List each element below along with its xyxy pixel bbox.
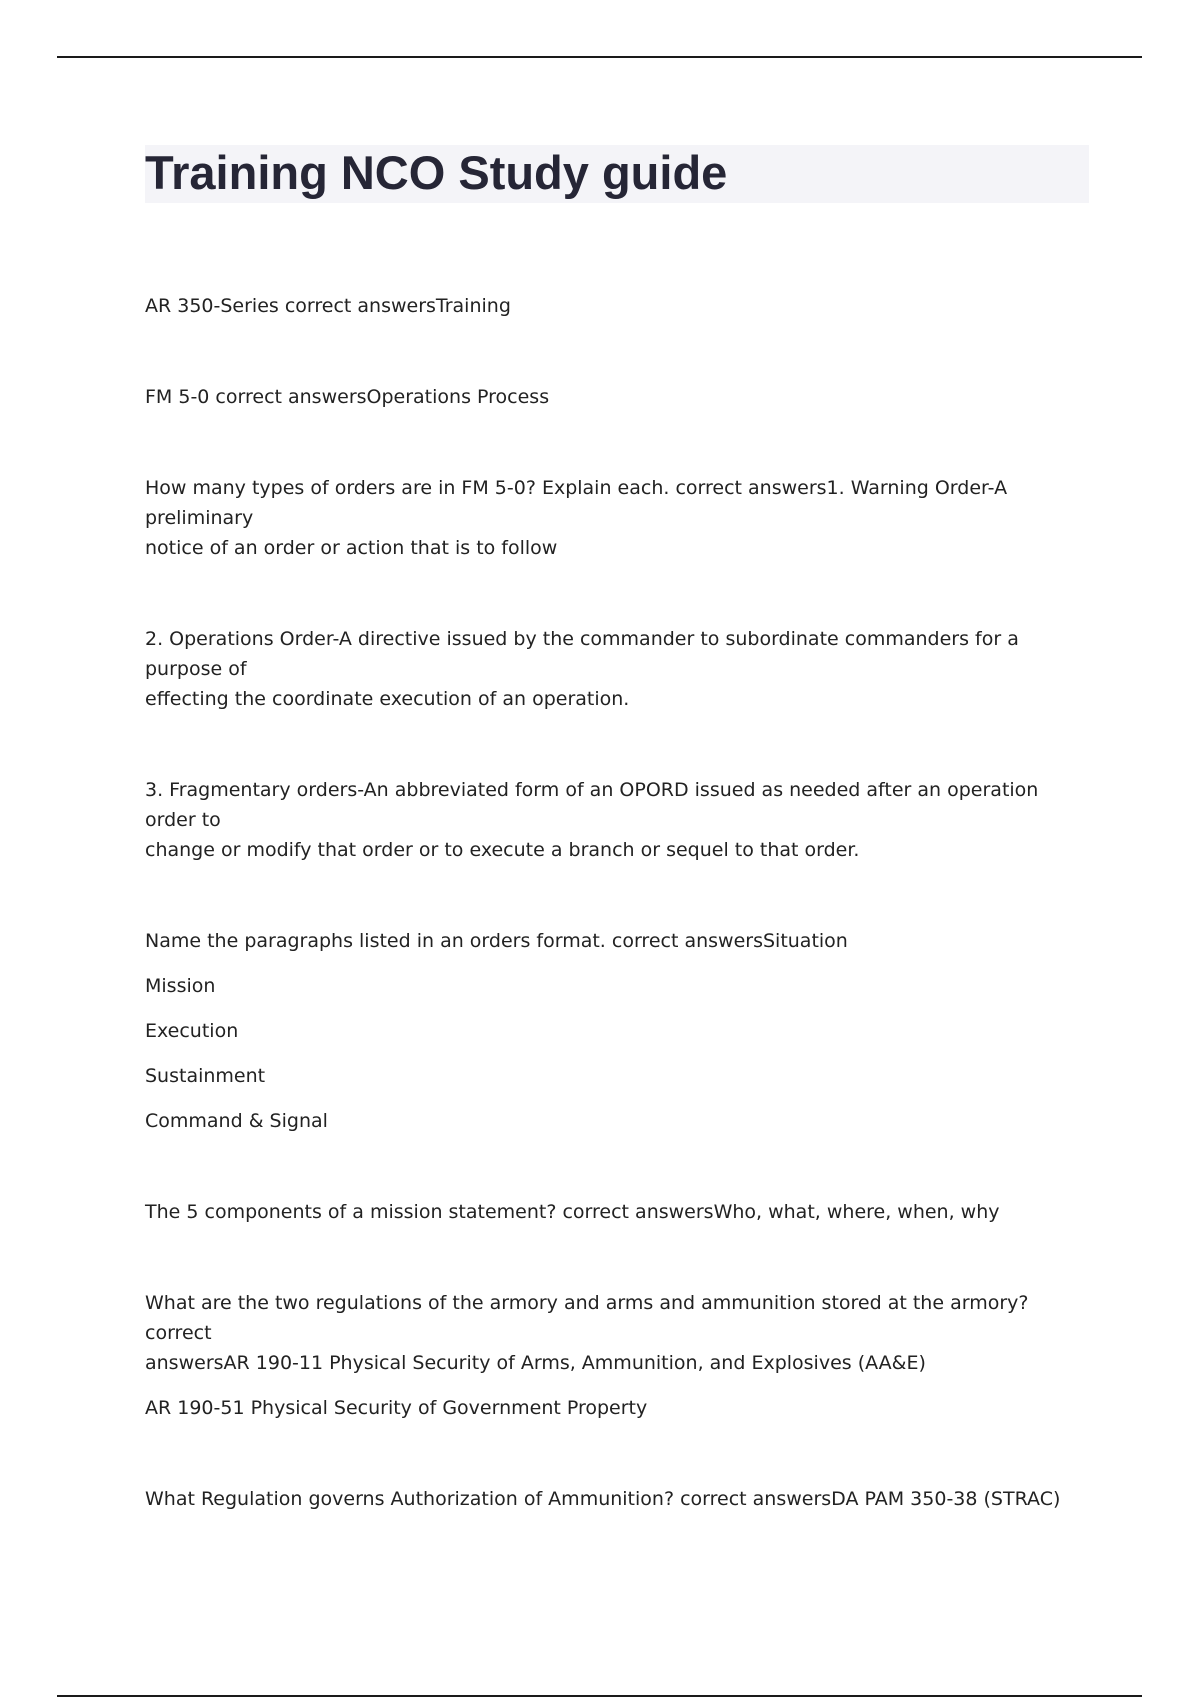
top-rule [57, 56, 1142, 58]
qa-fm-5-0 [145, 382, 1095, 412]
text-line: How many types of orders are in FM 5-0? Explain each. correct answers1. Warning Order-A preliminary [145, 477, 1008, 529]
text-line: notice of an order or action that is to follow [145, 537, 558, 559]
text-line: What are the two regulations of the armory and arms and ammunition stored at the armory? correct [145, 1292, 1029, 1344]
text-line: Execution [145, 1020, 239, 1042]
list-item-command-signal [145, 1106, 1095, 1136]
document-title: Training NCO Study guide [145, 146, 728, 199]
text-line: FM 5-0 correct answersOperations Process [145, 386, 550, 408]
list-item-execution [145, 1016, 1095, 1046]
text-line: change or modify that order or to execute a branch or sequel to that order. [145, 839, 860, 861]
bottom-rule [57, 1695, 1142, 1697]
text-line: AR 350-Series correct answersTraining [145, 295, 511, 317]
text-line: Sustainment [145, 1065, 266, 1087]
text-line: The 5 components of a mission statement? correct answersWho, what, where, when, why [145, 1201, 1000, 1223]
qa-operations-order [145, 624, 1095, 714]
text-line: What Regulation governs Authorization of Ammunition? correct answersDA PAM 350-38 (STRAC) [145, 1488, 1061, 1510]
text-line: effecting the coordinate execution of an operation. [145, 688, 630, 710]
text-line: Command & Signal [145, 1110, 328, 1132]
qa-armory-regulations [145, 1288, 1095, 1378]
qa-types-of-orders [145, 473, 1095, 563]
text-line: 3. Fragmentary orders-An abbreviated form of an OPORD issued as needed after an operation order to [145, 779, 1039, 831]
qa-mission-statement [145, 1197, 1095, 1227]
list-item-mission [145, 971, 1095, 1001]
list-item-ar-190-51 [145, 1393, 1095, 1423]
qa-fragmentary-orders [145, 775, 1095, 865]
qa-ar-350 [145, 291, 1095, 321]
text-line: answersAR 190-11 Physical Security of Arms, Ammunition, and Explosives (AA&E) [145, 1352, 926, 1374]
list-item-sustainment [145, 1061, 1095, 1091]
text-line: Name the paragraphs listed in an orders format. correct answersSituation [145, 930, 848, 952]
document-body [145, 291, 1095, 1514]
qa-ammunition-authorization [145, 1484, 1095, 1514]
qa-order-paragraphs [145, 926, 1095, 956]
text-line: 2. Operations Order-A directive issued by the commander to subordinate commanders for a purpose of [145, 628, 1019, 680]
text-line: Mission [145, 975, 216, 997]
text-line: AR 190-51 Physical Security of Government Property [145, 1397, 648, 1419]
